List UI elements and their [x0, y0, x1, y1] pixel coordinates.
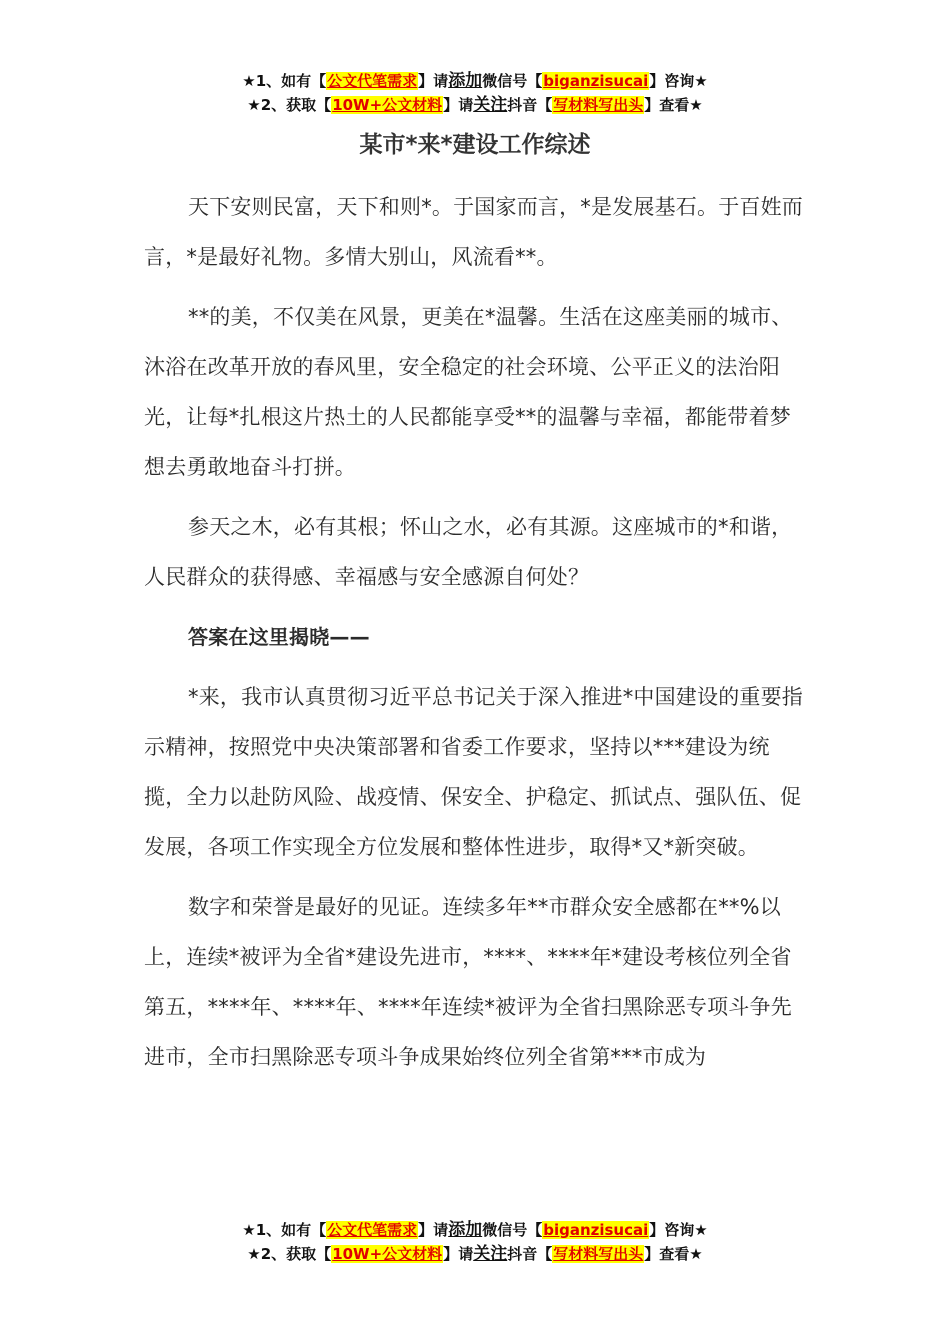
underlined-text: 关注 [473, 1244, 508, 1264]
paragraph: *来，我市认真贯彻习近平总书记关于深入推进*中国建设的重要指示精神，按照党中央决策部署和省委工作要求，坚持以***建设为统揽，全力以赴防风险、战疫情、保安全、护稳定、抓试点、强队伍、促发展，各项工作实现全方位发展和整体性进步，取得*又*新突破。 [144, 685, 803, 859]
highlight-wechat-id: biganzisucai [543, 1221, 649, 1239]
underlined-text: 添加 [448, 71, 483, 91]
section-lead: 答案在这里揭晓—— [188, 625, 370, 649]
banner-text: 微信号【 [482, 72, 543, 90]
banner-text: 】请 [443, 1245, 474, 1263]
banner-line-1 [0, 69, 950, 93]
banner-text: 微信号【 [482, 1221, 543, 1239]
paragraph: 天下安则民富，天下和则*。于国家而言，*是发展基石。于百姓而言，*是最好礼物。多情大别山，风流看**。 [144, 195, 803, 269]
banner-text: 】请 [418, 72, 449, 90]
document-title: 某市*来*建设工作综述 [359, 132, 591, 158]
header-banner [0, 69, 950, 117]
banner-text: 抖音【 [507, 1245, 553, 1263]
underlined-text: 关注 [473, 95, 508, 115]
underlined-text: 添加 [448, 1220, 483, 1240]
banner-line-2 [0, 93, 950, 117]
highlight-materials: 10W+公文材料 [332, 1245, 443, 1263]
document-body [144, 182, 812, 1092]
banner-text: ★2、获取【 [247, 1245, 332, 1263]
banner-text: 】请 [418, 1221, 449, 1239]
paragraph: **的美，不仅美在风景，更美在*温馨。生活在这座美丽的城市、沐浴在改革开放的春风里，安全稳定的社会环境、公平正义的法治阳光，让每*扎根这片热土的人民都能享受**的温馨与幸福，都能带着梦想去勇敢地奋斗打拼。 [144, 305, 793, 479]
footer-banner [0, 1218, 950, 1266]
banner-text: ★2、获取【 [247, 96, 332, 114]
paragraph: 参天之木，必有其根；怀山之水，必有其源。这座城市的*和谐，人民群众的获得感、幸福感与安全感源自何处？ [144, 515, 793, 589]
banner-text: 】咨询★ [649, 1221, 708, 1239]
banner-text: ★1、如有【 [242, 72, 327, 90]
highlight-douyin: 写材料写出头 [553, 96, 644, 114]
banner-text: 抖音【 [507, 96, 553, 114]
banner-text: ★1、如有【 [242, 1221, 327, 1239]
highlight-douyin: 写材料写出头 [553, 1245, 644, 1263]
highlight-wechat-id: biganzisucai [543, 72, 649, 90]
banner-text: 】请 [443, 96, 474, 114]
highlight-service: 公文代笔需求 [327, 72, 418, 90]
banner-line-1 [0, 1218, 950, 1242]
banner-text: 】咨询★ [649, 72, 708, 90]
banner-text: 】查看★ [644, 1245, 703, 1263]
paragraph: 数字和荣誉是最好的见证。连续多年**市群众安全感都在**%以上，连续*被评为全省*建设先进市，****、****年*建设考核位列全省第五，****年、****年、****年连续*被评为全省扫黑除恶专项斗争先进市，全市扫黑除恶专项斗争成果始终位列全省第***市成为 [144, 895, 792, 1069]
highlight-service: 公文代笔需求 [327, 1221, 418, 1239]
highlight-materials: 10W+公文材料 [332, 96, 443, 114]
banner-text: 】查看★ [644, 96, 703, 114]
banner-line-2 [0, 1242, 950, 1266]
